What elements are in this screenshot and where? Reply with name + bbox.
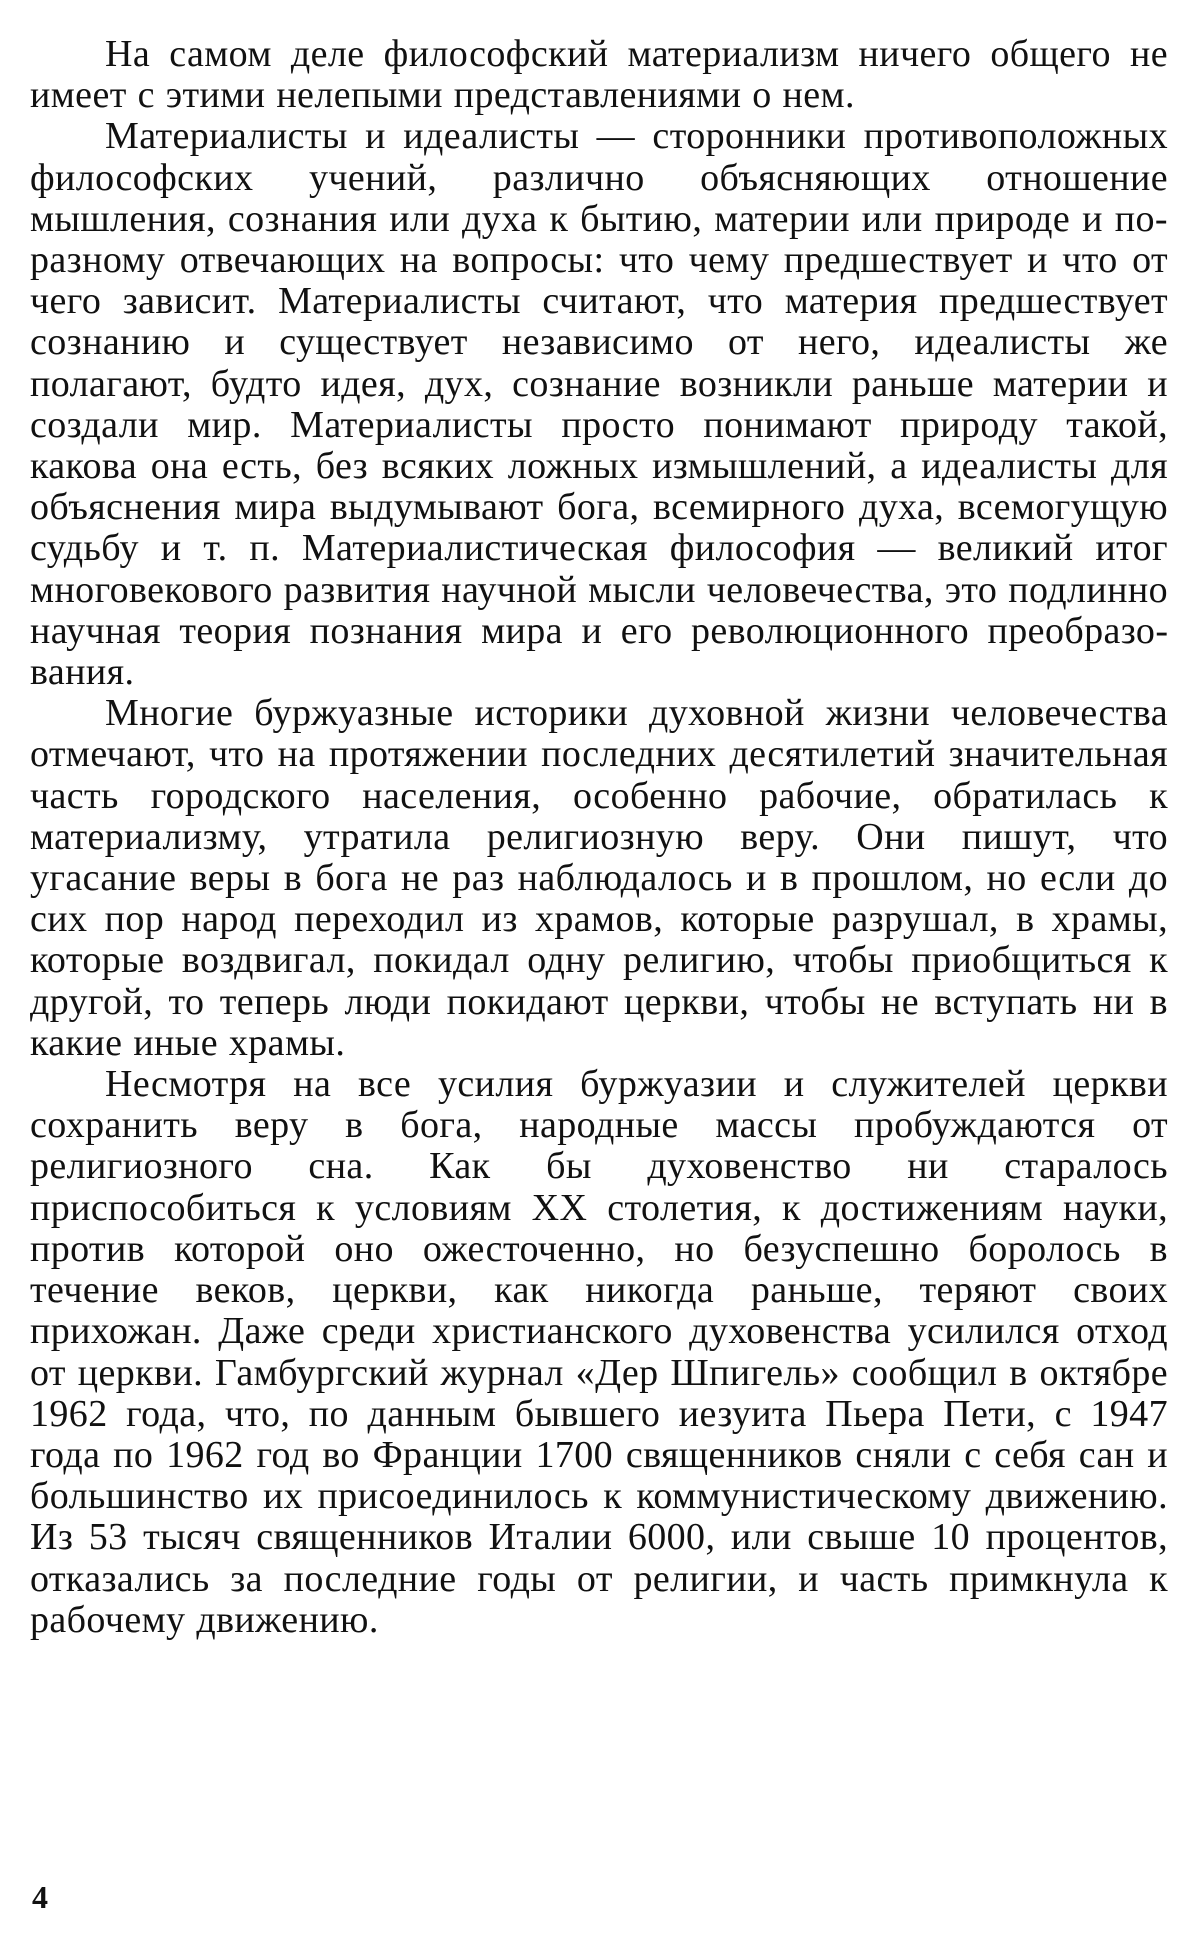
paragraph-1: На самом деле философский материализм ничего общего не имеет с этими нелепыми представлениями о нем.	[30, 33, 1168, 117]
page-number: 4	[32, 1879, 48, 1915]
book-page	[30, 34, 1168, 1914]
paragraph-4: Несмотря на все усилия буржуазии и служителей церкви сохранить веру в бога, народные массы пробуждаются от религиозного сна. Как бы духовенство ни старалось приспособиться к условиям XX столетия, к достижениям науки, против которой оно ожесточенно, но безуспешно боролось в течение веков, церкви, как никогда раньше, теряют своих прихожан. Даже среди христианского духовенства усилился отход от церкви. Гамбургский журнал «Дер Шпигель» сообщил в октябре 1962 года, что, по данным бывшего иезуита Пьера Пети, с 1947 года по 1962 год во Франции 1700 священников сняли с себя сан и большинство их присоединилось к коммунистическому движению. Из 53 тысяч священников Италии 6000, или свыше 10 процентов, отказались за последние годы от религии, и часть примкнула к рабочему движению.	[30, 1063, 1168, 1641]
paragraph-3: Многие буржуазные историки духовной жизни человечества отмечают, что на протяжении последних десятилетий значительная часть городского населения, особенно рабочие, обратилась к материализму, утратила религиозную веру. Они пишут, что угасание веры в бога не раз наблюдалось и в прошлом, но если до сих пор народ переходил из храмов, которые разрушал, в храмы, которые воздвигал, покидал одну религию, чтобы приобщиться к другой, то теперь люди покидают церкви, чтобы не вступать ни в какие иные храмы.	[30, 692, 1168, 1064]
paragraph-2: Материалисты и идеалисты — сторонники противоположных философских учений, различно объясняющих отношение мышления, сознания или духа к бытию, материи или природе и по-разному отвечающих на вопросы: что чему предшествует и что от чего зависит. Материалисты считают, что материя предшествует сознанию и существует независимо от него, идеалисты же полагают, будто идея, дух, сознание возникли раньше материи и создали мир. Материалисты просто понимают природу такой, какова она есть, без всяких ложных измышлений, а идеалисты для объяснения мира выдумывают бога, всемирного духа, всемогущую судьбу и т. п. Материалистическая философия — великий итог многовекового развития научной мысли человечества, это подлинно научная теория познания мира и его революционного преобразования.	[30, 115, 1168, 694]
